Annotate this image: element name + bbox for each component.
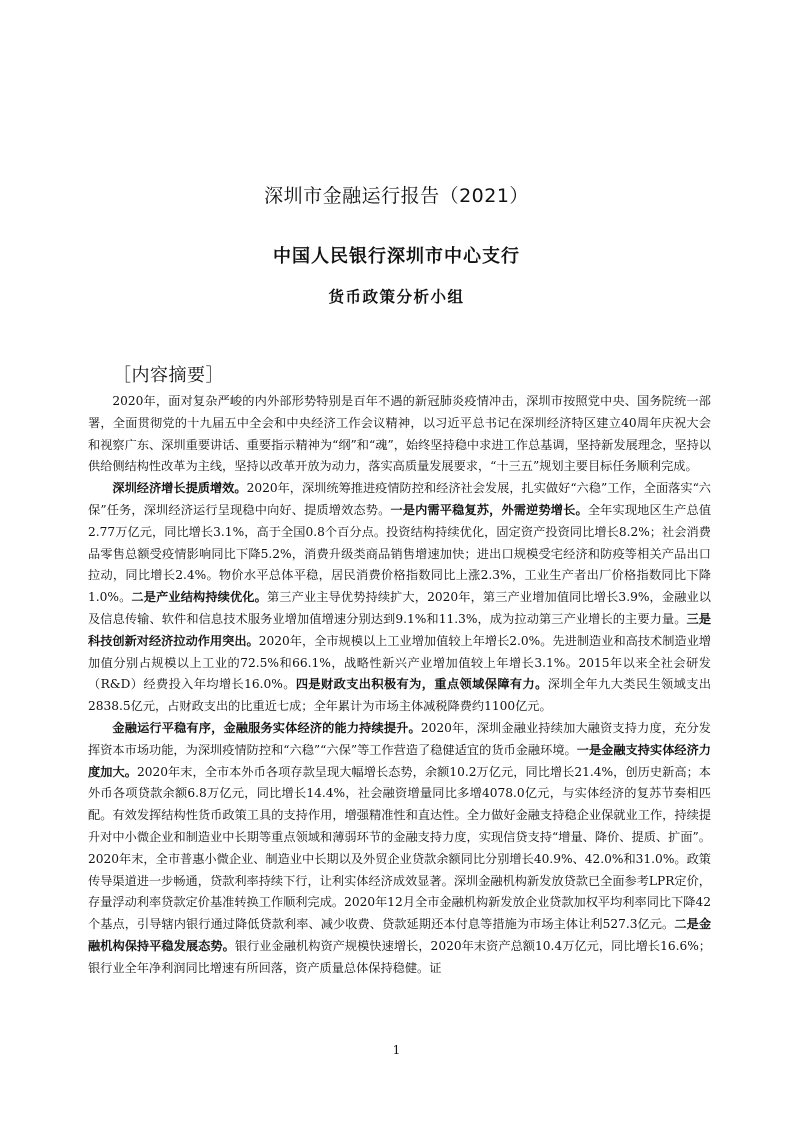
- paragraph-text: 银行业金融机构资产规模快速增长，2020年末资产总额10.4万亿元，同比增长16.6%；银行业全年净利润同比增速有所回落，资产质量总体保持稳健。证: [88, 938, 711, 975]
- bold-point: 三是科技创新对经济拉动作用突出。: [88, 611, 711, 648]
- page-number: 1: [392, 1043, 401, 1057]
- paragraph-finance: [88, 718, 711, 980]
- report-title: 深圳市金融运行报告（2021）: [264, 185, 529, 207]
- bold-lead: 金融运行平稳有序，金融服务实体经济的能力持续提升。: [112, 720, 421, 735]
- bold-point: 二是金融机构保持平稳发展态势。: [88, 917, 712, 953]
- paragraph-text: 2020年，深圳金融业持续加大融资支持力度，充分发挥资本市场功能，为深圳疫情防控和“六稳”“六保”等工作营造了稳健适宜的货币金融环境。: [88, 720, 711, 757]
- bold-point: 四是财政支出积极有为，重点领域保障有力。: [295, 677, 548, 692]
- paragraph-intro: [88, 391, 711, 478]
- bold-point: 一是内需平稳复苏，外需逆势增长。: [390, 502, 588, 517]
- paragraph-text: 2020年，深圳统筹推进疫情防控和经济社会发展，扎实做好“六稳”工作，全面落实“六保”任务，深圳经济运行呈现稳中向好、提质增效态势。: [88, 481, 711, 517]
- paragraph-text: 2020年，全市规模以上工业增加值较上年增长2.0%。先进制造业和高技术制造业增加值分别占规模以上工业的72.5%和66.1%，战略性新兴产业增加值较上年增长3.1%。2015年以来全社会研发（R&D）经费投入年均增长16.0%。: [88, 633, 712, 692]
- bold-point: 二是产业结构持续优化。: [131, 590, 267, 605]
- paragraph-text: 深圳全年九大类民生领域支出2838.5亿元，占财政支出的比重近七成；全年累计为市场主体减税降费约1100亿元。: [88, 677, 712, 714]
- paragraph-text: 第三产业主导优势持续扩大，2020年，第三产业增加值同比增长3.9%，金融业以及信息传输、软件和信息技术服务业增加值增速分别达到9.1%和11.3%，成为拉动第三产业增长的主要力量。: [88, 590, 711, 626]
- author-group: 货币政策分析小组: [328, 287, 465, 306]
- paragraph-economy: [88, 478, 711, 718]
- paragraph-text: 全年实现地区生产总值2.77万亿元，同比增长3.1%，高于全国0.8个百分点。投资结构持续优化，固定资产投资同比增长8.2%；社会消费品零售总额受疫情影响同比下降5.2%，消费升级类商品销售增速加快；进出口规模受宅经济和防疫等相关产品出口拉动，同比增长2.4%。物价水平总体平稳，居民消费价格指数同比上涨2.3%，工业生产者出厂价格指数同比下降1.0%。: [88, 502, 712, 605]
- section-heading-abstract: ［内容摘要］: [113, 365, 224, 386]
- author-organization: 中国人民银行深圳市中心支行: [273, 246, 520, 267]
- bold-point: 一是金融支持实体经济力度加大。: [88, 742, 711, 779]
- paragraph-text: 2020年末，全市本外币各项存款呈现大幅增长态势，余额10.2万亿元，同比增长21.4%，创历史新高；本外币各项贷款余额6.8万亿元，同比增长14.4%，社会融资增量同比多增4078.0亿元，与实体经济的复苏节奏相匹配。有效发挥结构性货币政策工具的支持作用，增强精准性和直达性。全力做好金融支持稳企业保就业工作，持续提升对中小微企业和制造业中长期等重点领域和薄弱环节的金融支持力度，实现信贷支持“增量、降价、提质、扩面”。2020年末，全市普惠小微企业、制造业中长期以及外贸企业贷款余额同比分别增长40.9%、42.0%和31.0%。政策传导渠道进一步畅通，贷款利率持续下行，让利实体经济成效显著。深圳金融机构新发放贷款已全面参考LPR定价，存量浮动利率贷款定价基准转换工作顺利完成。2020年12月全市金融机构新发放企业贷款加权平均利率同比下降42个基点，引导辖内银行通过降低贷款利率、减少收费、贷款延期还本付息等措施为市场主体让利527.3亿元。: [88, 764, 711, 932]
- abstract-body: [88, 391, 711, 980]
- bold-lead: 深圳经济增长提质增效。: [112, 481, 247, 496]
- paragraph-text: 2020年，面对复杂严峻的内外部形势特别是百年不遇的新冠肺炎疫情冲击，深圳市按照党中央、国务院统一部署，全面贯彻党的十九届五中全会和中央经济工作会议精神，以习近平总书记在深圳经济特区建立40周年庆祝大会和视察广东、深圳重要讲话、重要指示精神为“纲”和“魂”，始终坚持稳中求进工作总基调，坚持新发展理念，坚持以供给侧结构性改革为主线，坚持以改革开放为动力，落实高质量发展要求，“十三五”规划主要目标任务顺利完成。: [88, 394, 711, 474]
